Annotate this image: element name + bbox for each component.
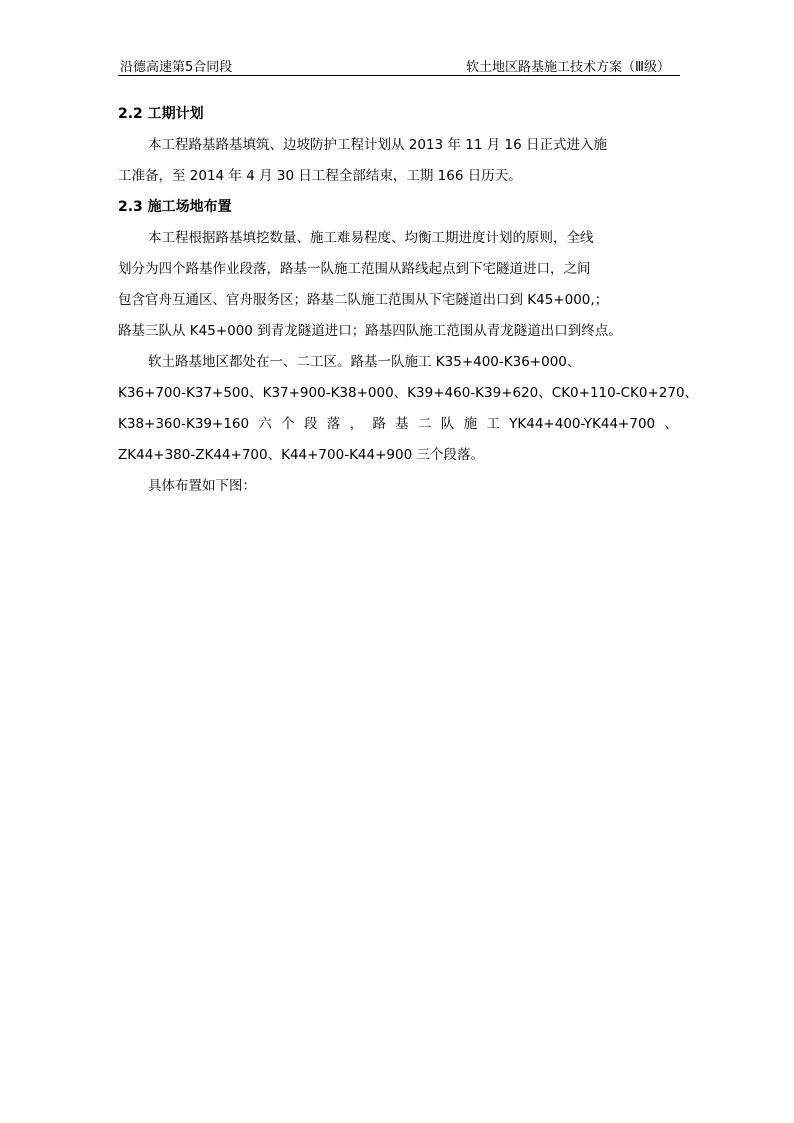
text-line: 包含官舟互通区、官舟服务区；路基二队施工范围从下宅隧道出口到 K45+000,； <box>118 292 609 308</box>
text-fragment: 工 <box>486 416 500 432</box>
section-title-site-layout: 2.3 施工场地布置 <box>118 199 232 215</box>
text-fragment: 二 <box>417 416 432 432</box>
text-fragment: 队 <box>440 416 455 432</box>
text-line: 路基三队从 K45+000 到青龙隧道进口；路基四队施工范围从青龙隧道出口到终点。 <box>118 323 622 339</box>
text-fragment: 基 <box>395 416 409 432</box>
text-fragment: YK44+400-YK44+700 <box>509 416 656 432</box>
text-line: ZK44+380-ZK44+700、K44+700-K44+900 三个段落。 <box>118 447 484 463</box>
section-title-schedule: 2.2 工期计划 <box>118 106 204 122</box>
layout-intro-paragraph <box>118 471 678 502</box>
text-fragment: 个 <box>281 416 295 432</box>
text-fragment: 落 <box>326 416 341 432</box>
text-fragment: 、 <box>664 416 678 432</box>
text-line: 本工程根据路基填挖数量、施工难易程度、均衡工期进度计划的原则，全线 <box>148 230 594 246</box>
soft-soil-paragraph <box>118 347 699 471</box>
text-fragment: ， <box>349 416 364 432</box>
text-line: 软土路基地区都处在一、二工区。路基一队施工 K35+400-K36+000、 <box>148 354 581 370</box>
text-fragment: 施 <box>463 416 478 432</box>
header-document-title: 软土地区路基施工技术方案（Ⅲ级） <box>466 60 670 75</box>
page-header <box>118 55 680 76</box>
text-fragment: 路 <box>372 416 386 432</box>
schedule-paragraph <box>118 130 678 192</box>
text-fragment: 段 <box>303 416 318 432</box>
text-fragment: K38+360-K39+160 <box>118 416 250 432</box>
text-line: 具体布置如下图： <box>148 478 256 494</box>
work-division-paragraph <box>118 223 678 347</box>
justified-text-line <box>118 409 678 440</box>
text-line: 划分为四个路基作业段落，路基一队施工范围从路线起点到下宅隧道进口，之间 <box>118 261 591 277</box>
text-line: K36+700-K37+500、K37+900-K38+000、K39+460-K39+620、CK0+110-CK0+270、 <box>118 385 699 401</box>
header-project-name: 沿德高速第5合同段 <box>120 60 233 75</box>
text-line: 工准备，至 2014 年 4 月 30 日工程全部结束，工期 166 日历天。 <box>118 168 522 184</box>
document-body <box>118 99 699 502</box>
text-fragment: 六 <box>258 416 272 432</box>
text-line: 本工程路基路基填筑、边坡防护工程计划从 2013 年 11 月 16 日正式进入施 <box>148 137 607 153</box>
